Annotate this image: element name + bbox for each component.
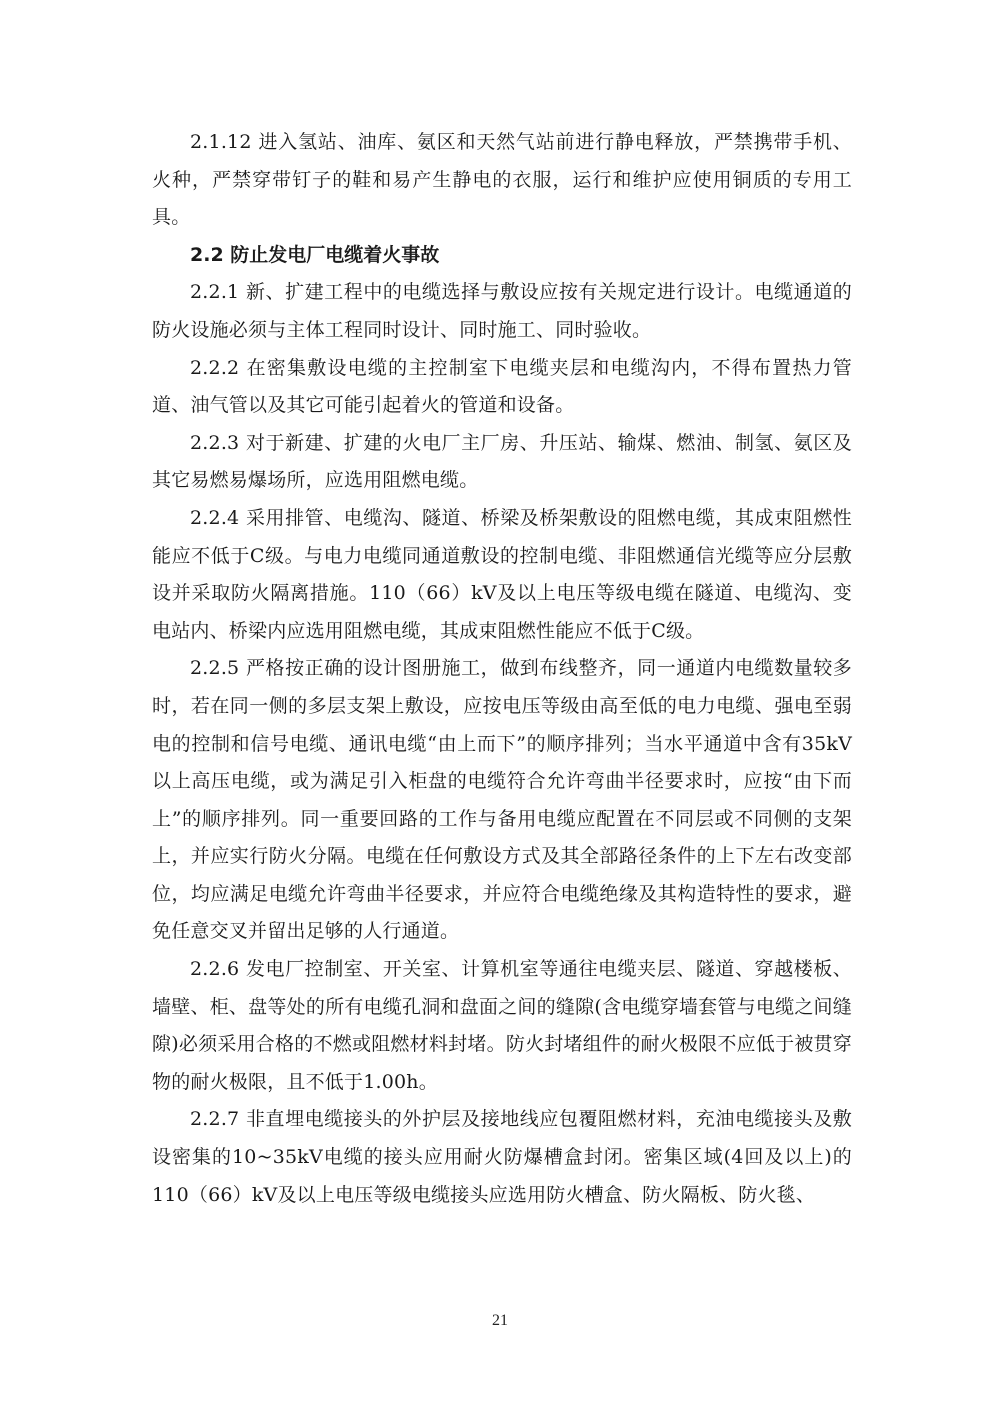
paragraph-2-2-5: 2.2.5 严格按正确的设计图册施工，做到布线整齐，同一通道内电缆数量较多时，若在同一侧的多层支架上敷设，应按电压等级由高至低的电力电缆、强电至弱电的控制和信号电缆、通讯电缆“由上而下”的顺序排列；当水平通道中含有35kV以上高压电缆，或为满足引入柜盘的电缆符合允许弯曲半径要求时，应按“由下而上”的顺序排列。同一重要回路的工作与备用电缆应配置在不同层或不同侧的支架上，并应实行防火分隔。电缆在任何敷设方式及其全部路径条件的上下左右改变部位，均应满足电缆允许弯曲半径要求，并应符合电缆绝缘及其构造特性的要求，避免任意交叉并留出足够的人行通道。 — [152, 657, 852, 943]
paragraph-2-2-6: 2.2.6 发电厂控制室、开关室、计算机室等通往电缆夹层、隧道、穿越楼板、墙壁、柜、盘等处的所有电缆孔洞和盘面之间的缝隙(含电缆穿墙套管与电缆之间缝隙)必须采用合格的不燃或阻燃材料封堵。防火封堵组件的耐火极限不应低于被贯穿物的耐火极限，且不低于1.00h。 — [152, 958, 852, 1093]
page-number: 21 — [492, 1312, 508, 1329]
paragraph-2-2-3: 2.2.3 对于新建、扩建的火电厂主厂房、升压站、输煤、燃油、制氢、氨区及其它易燃易爆场所，应选用阻燃电缆。 — [152, 431, 852, 492]
paragraph-2-2-7: 2.2.7 非直埋电缆接头的外护层及接地线应包覆阻燃材料，充油电缆接头及敷设密集的10~35kV电缆的接头应用耐火防爆槽盒封闭。密集区域(4回及以上)的110（66）kV及以上电压等级电缆接头应选用防火槽盒、防火隔板、防火毯、 — [152, 1108, 852, 1206]
section-heading-2-2: 2.2 防止发电厂电缆着火事故 — [190, 243, 440, 266]
document-body — [152, 124, 852, 1214]
paragraph-2-1-12: 2.1.12 进入氢站、油库、氨区和天然气站前进行静电释放，严禁携带手机、火种，严禁穿带钉子的鞋和易产生静电的衣服，运行和维护应使用铜质的专用工具。 — [152, 131, 852, 229]
paragraph-2-2-1: 2.2.1 新、扩建工程中的电缆选择与敷设应按有关规定进行设计。电缆通道的防火设施必须与主体工程同时设计、同时施工、同时验收。 — [152, 281, 852, 341]
paragraph-2-2-4: 2.2.4 采用排管、电缆沟、隧道、桥梁及桥架敷设的阻燃电缆，其成束阻燃性能应不低于C级。与电力电缆同通道敷设的控制电缆、非阻燃通信光缆等应分层敷设并采取防火隔离措施。110（66）kV及以上电压等级电缆在隧道、电缆沟、变电站内、桥梁内应选用阻燃电缆，其成束阻燃性能应不低于C级。 — [152, 506, 852, 642]
paragraph-2-2-2: 2.2.2 在密集敷设电缆的主控制室下电缆夹层和电缆沟内，不得布置热力管道、油气管以及其它可能引起着火的管道和设备。 — [152, 356, 852, 417]
